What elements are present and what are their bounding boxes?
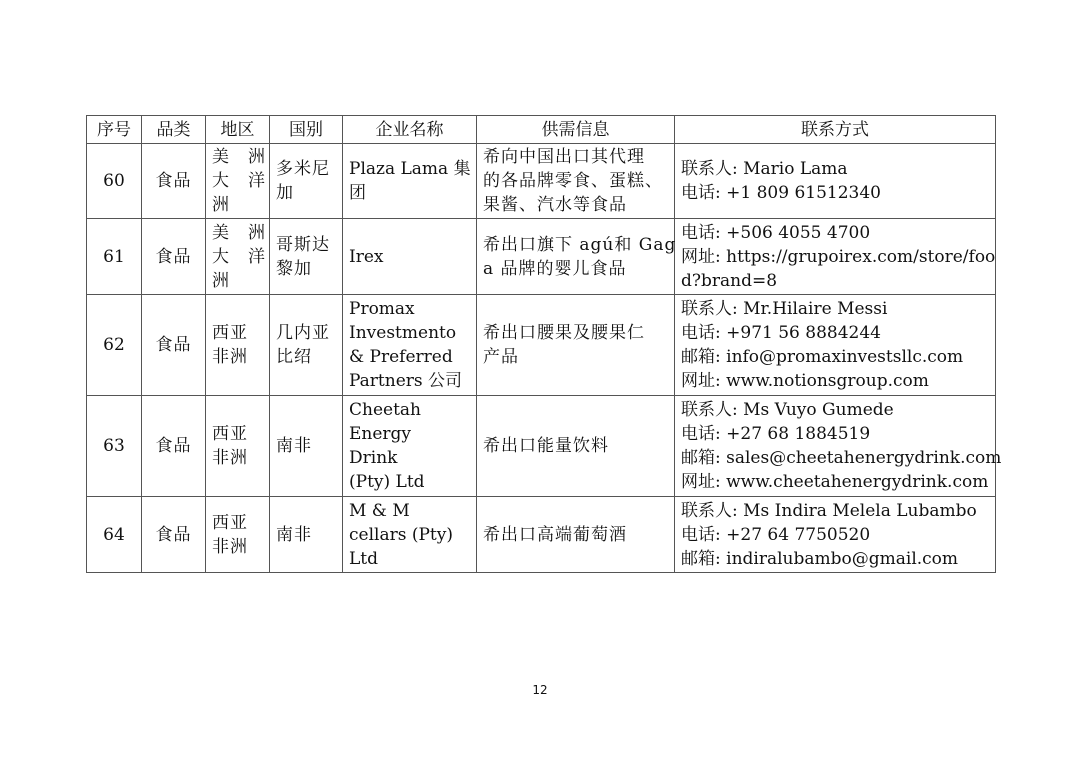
country-line: 黎加 bbox=[276, 258, 312, 279]
company-line: Plaza Lama 集 bbox=[349, 159, 471, 179]
contact-line: 邮箱: indiralubambo@gmail.com bbox=[681, 548, 959, 569]
region-line: 美 洲 bbox=[212, 222, 266, 243]
cell-category: 食品 bbox=[142, 396, 206, 497]
cell-contact bbox=[675, 144, 996, 219]
country-line: 多米尼 bbox=[276, 159, 330, 179]
table-row bbox=[87, 295, 996, 396]
company-line: Promax bbox=[349, 299, 415, 319]
cell-category: 食品 bbox=[142, 144, 206, 219]
cell-serial: 63 bbox=[87, 396, 142, 497]
region-line: 西亚 bbox=[212, 512, 248, 533]
cell-country bbox=[270, 295, 343, 396]
contact-line: 网址: www.cheetahenergydrink.com bbox=[681, 472, 989, 492]
header-serial: 序号 bbox=[87, 116, 142, 144]
table-row bbox=[87, 144, 996, 219]
contact-line: 网址: www.notionsgroup.com bbox=[681, 371, 929, 391]
company-line: Investmento bbox=[349, 323, 457, 343]
cell-serial: 61 bbox=[87, 219, 142, 295]
company-line: Energy bbox=[349, 424, 412, 444]
cell-serial: 60 bbox=[87, 144, 142, 219]
cell-region bbox=[206, 219, 270, 295]
cell-contact bbox=[675, 396, 1002, 497]
contact-line: 邮箱: sales@cheetahenergydrink.com bbox=[681, 448, 1002, 468]
cell-company bbox=[343, 144, 477, 219]
cell-serial: 62 bbox=[87, 295, 142, 396]
company-line: Drink bbox=[349, 448, 398, 468]
contact-line: 网址: https://grupoirex.com/store/foo bbox=[681, 246, 996, 267]
cell-company bbox=[343, 295, 477, 396]
cell-company bbox=[343, 396, 477, 497]
cell-company bbox=[343, 497, 477, 573]
cell-contact bbox=[675, 295, 996, 396]
table-header-row bbox=[87, 116, 996, 144]
contact-line: 电话: +27 68 1884519 bbox=[681, 424, 871, 444]
cell-category: 食品 bbox=[142, 219, 206, 295]
cell-region bbox=[206, 497, 270, 573]
company-line: M & M bbox=[349, 500, 410, 521]
info-line: a 品牌的婴儿食品 bbox=[483, 258, 627, 279]
region-line: 大 洋 bbox=[212, 246, 266, 267]
region-line: 大 洋 bbox=[212, 171, 266, 191]
region-line: 西亚 bbox=[212, 424, 248, 444]
region-line: 非洲 bbox=[212, 448, 248, 468]
contact-line: 电话: +1 809 61512340 bbox=[681, 183, 881, 203]
company-line: Partners 公司 bbox=[349, 371, 463, 391]
region-line: 美 洲 bbox=[212, 147, 266, 167]
cell-info bbox=[477, 396, 675, 497]
cell-info bbox=[477, 295, 675, 396]
cell-info bbox=[477, 219, 675, 295]
info-line: 希出口旗下 agú和 Gag bbox=[483, 234, 677, 255]
cell-company bbox=[343, 219, 477, 295]
cell-region bbox=[206, 144, 270, 219]
contact-line: 电话: +971 56 8884244 bbox=[681, 323, 881, 343]
cell-region bbox=[206, 295, 270, 396]
country-line: 几内亚 bbox=[276, 323, 330, 343]
region-line: 非洲 bbox=[212, 536, 248, 557]
region-line: 西亚 bbox=[212, 323, 248, 343]
table-row bbox=[87, 396, 996, 497]
header-category: 品类 bbox=[142, 116, 206, 144]
region-line: 洲 bbox=[212, 195, 230, 215]
region-line: 非洲 bbox=[212, 347, 248, 367]
cell-country bbox=[270, 144, 343, 219]
region-line: 洲 bbox=[212, 270, 230, 291]
table-row bbox=[87, 497, 996, 573]
cell-info bbox=[477, 144, 675, 219]
table-row bbox=[87, 219, 996, 295]
company-line: & Preferred bbox=[349, 347, 453, 367]
company-line: cellars (Pty) bbox=[349, 524, 453, 545]
cell-category: 食品 bbox=[142, 497, 206, 573]
cell-info bbox=[477, 497, 675, 573]
country-line: 比绍 bbox=[276, 347, 312, 367]
info-line: 果酱、汽水等食品 bbox=[483, 195, 627, 215]
contact-line: 联系人: Mario Lama bbox=[681, 159, 848, 179]
contact-line: 联系人: Mr.Hilaire Messi bbox=[681, 299, 888, 319]
supplier-table bbox=[86, 115, 1002, 573]
cell-country bbox=[270, 219, 343, 295]
contact-line: d?brand=8 bbox=[681, 270, 778, 291]
company-line: Ltd bbox=[349, 548, 379, 569]
contact-line: 邮箱: info@promaxinvestsllc.com bbox=[681, 347, 964, 367]
header-company: 企业名称 bbox=[343, 116, 477, 144]
country-line: 南非 bbox=[276, 524, 312, 545]
cell-contact bbox=[675, 219, 996, 295]
info-line: 的各品牌零食、蛋糕、 bbox=[483, 171, 663, 191]
contact-line: 电话: +27 64 7750520 bbox=[681, 524, 871, 545]
header-country: 国别 bbox=[270, 116, 343, 144]
info-line: 希向中国出口其代理 bbox=[483, 147, 645, 167]
company-line: (Pty) Ltd bbox=[349, 472, 425, 492]
cell-category: 食品 bbox=[142, 295, 206, 396]
contact-line: 联系人: Ms Indira Melela Lubambo bbox=[681, 500, 977, 521]
company-line: Cheetah bbox=[349, 400, 421, 420]
company-line: Irex bbox=[349, 246, 384, 267]
header-region: 地区 bbox=[206, 116, 270, 144]
info-line: 希出口高端葡萄酒 bbox=[483, 524, 627, 545]
cell-contact bbox=[675, 497, 996, 573]
info-line: 希出口腰果及腰果仁 bbox=[483, 323, 645, 343]
contact-line: 联系人: Ms Vuyo Gumede bbox=[681, 400, 894, 420]
info-line: 希出口能量饮料 bbox=[483, 436, 609, 456]
country-line: 南非 bbox=[276, 436, 312, 456]
cell-country bbox=[270, 396, 343, 497]
cell-region bbox=[206, 396, 270, 497]
cell-country bbox=[270, 497, 343, 573]
company-line: 团 bbox=[349, 183, 366, 203]
cell-serial: 64 bbox=[87, 497, 142, 573]
contact-line: 电话: +506 4055 4700 bbox=[681, 222, 871, 243]
country-line: 加 bbox=[276, 183, 294, 203]
country-line: 哥斯达 bbox=[276, 234, 330, 255]
header-contact: 联系方式 bbox=[675, 116, 996, 144]
info-line: 产品 bbox=[483, 347, 519, 367]
page-number: 12 bbox=[532, 683, 548, 697]
header-supply-demand: 供需信息 bbox=[477, 116, 675, 144]
